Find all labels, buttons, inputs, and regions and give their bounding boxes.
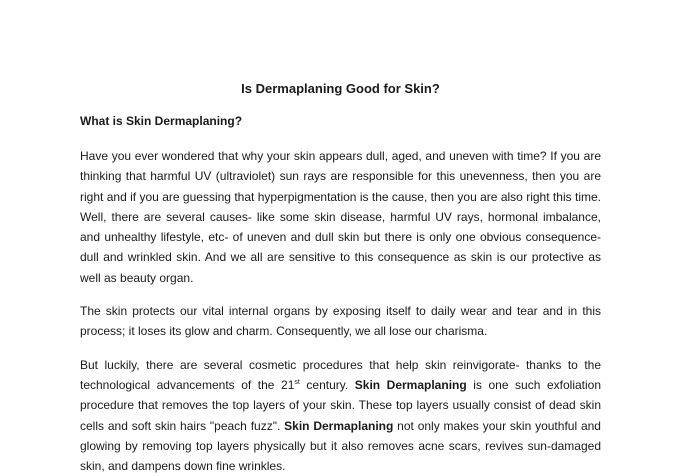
paragraph-3-text-1: But luckily, there are several cosmetic procedures that help skin reinvigorate- thanks to the technological advancements of the 21 <box>80 357 601 392</box>
bold-term-2: Skin Dermaplaning <box>284 418 394 433</box>
paragraph-3-text-3: is one such exfoliation procedure that removes the top layers of your skin. These top layers usually consist of dead skin cells and soft skin hairs "peach fuzz". <box>80 377 602 433</box>
ordinal-superscript: st <box>294 378 300 386</box>
paragraph-1: Have you ever wondered that why your skin appears dull, aged, and uneven with time? If you are thinking that harmful UV (ultraviolet) sun rays are responsible for this unevenness, then you are right and if you are guessing that hyperpigmentation is the cause, then you are also right this time. Well, there are several causes- like some skin disease, harmful UV rays, hormonal imbalance, and unhealthy lifestyle, etc- of uneven and dull skin but there is only one obvious consequence- dull and wrinkled skin. And we all are sensitive to this consequence as skin is our protective as well as beauty organ. <box>80 149 601 285</box>
document-title: Is Dermaplaning Good for Skin? <box>241 81 440 96</box>
section-heading: What is Skin Dermaplaning? <box>80 114 243 128</box>
paragraph-3 <box>80 355 601 476</box>
bold-term-1: Skin Dermaplaning <box>354 377 467 392</box>
paragraph-3-text-4: not only makes your skin youthful and glowing by removing top layers physically but it also removes acne scars, revives sun-damaged skin, and dampens down fine wrinkles. <box>80 418 601 474</box>
paragraph-2: The skin protects our vital internal organs by exposing itself to daily wear and tear and in this process; it loses its glow and charm. Consequently, we all lose our charisma. <box>80 304 601 339</box>
paragraph-3-text-2: century. <box>299 377 355 392</box>
